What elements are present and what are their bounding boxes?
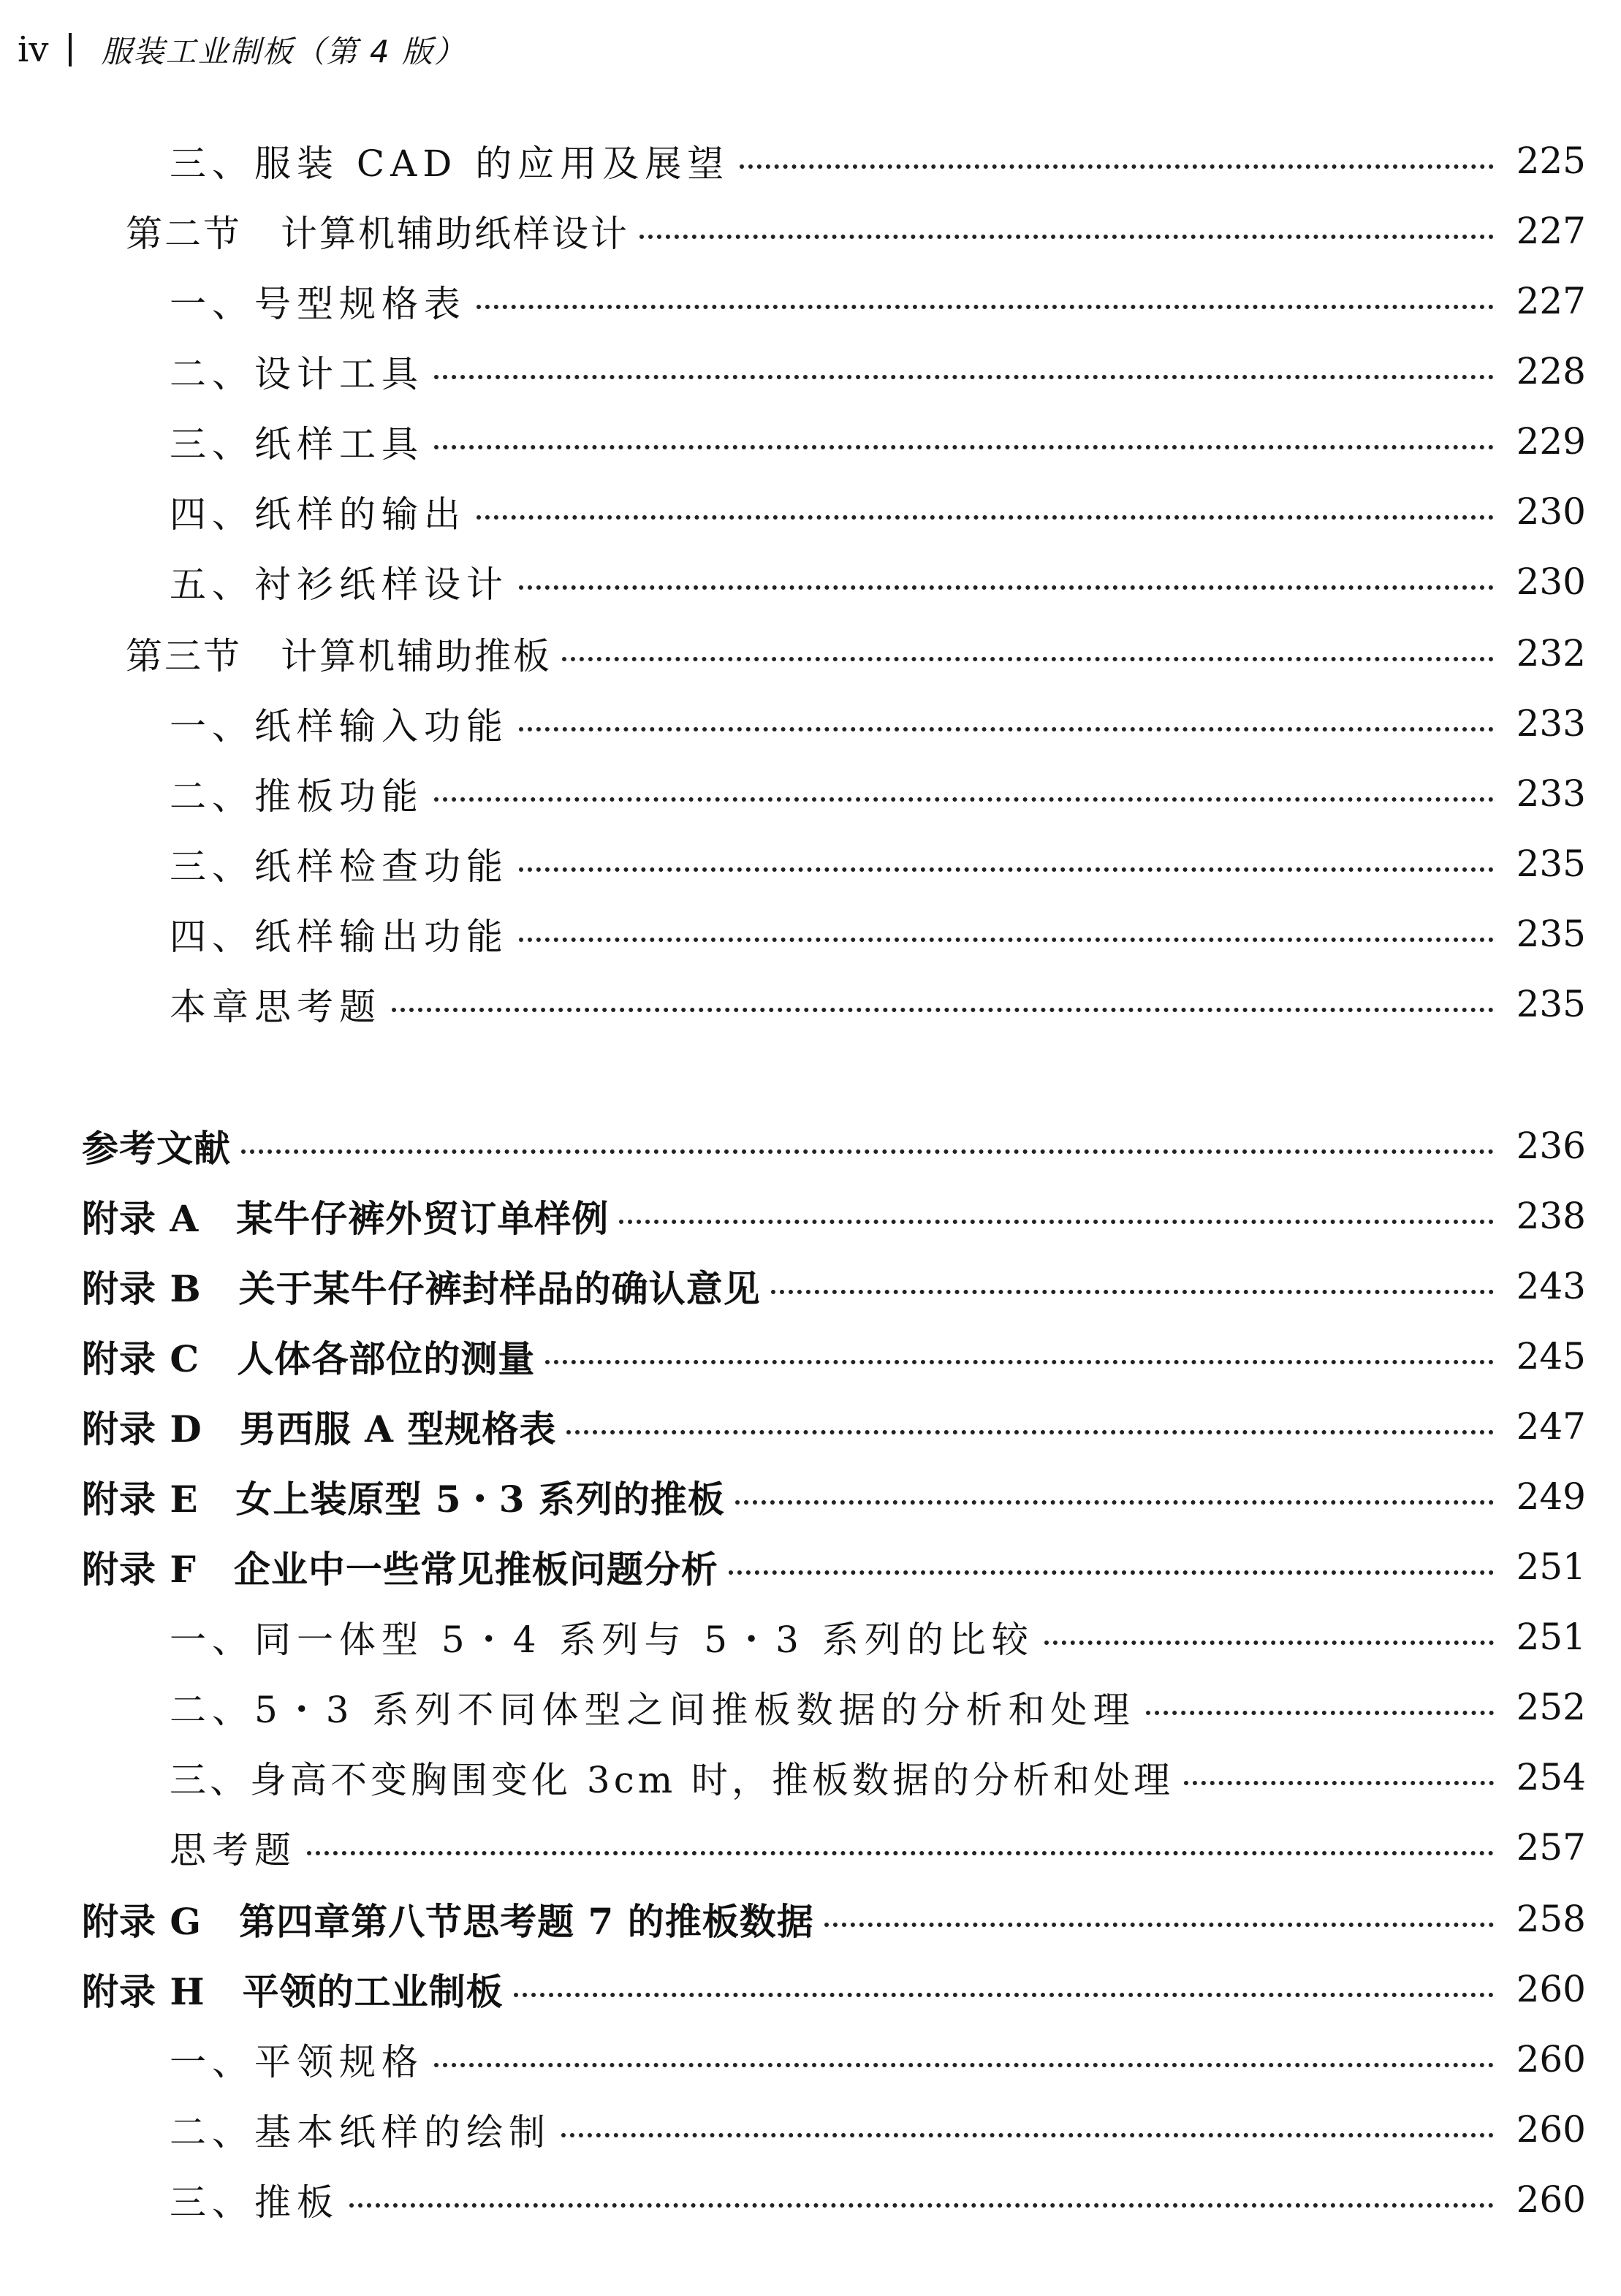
toc-entry-label: 一、号型规格表 [170,283,466,325]
toc-leader-dots [735,1500,1494,1505]
toc-leader-dots [434,797,1494,802]
toc-entry-page: 228 [1516,350,1586,392]
toc-entry-label: 附录 H 平领的工业制板 [82,1970,504,2013]
toc-entry-label: 参考文献 [82,1127,231,1170]
toc-entry-label: 三、服装 CAD 的应用及展望 [170,142,730,185]
toc-entry-page: 249 [1516,1475,1586,1518]
toc-entry [0,2094,1586,2164]
toc-entry-label: 附录 C 人体各部位的测量 [82,1337,536,1380]
toc-entry [0,126,1586,196]
toc-entry-page: 251 [1516,1546,1586,1588]
toc-entry-page: 254 [1516,1756,1586,1798]
toc-entry [0,2164,1586,2235]
toc-entry [0,759,1586,829]
toc-entry-label: 附录 E 女上装原型 5・3 系列的推板 [82,1478,725,1521]
toc-leader-dots [619,1220,1494,1224]
toc-leader-dots [519,727,1494,731]
toc-entry-label: 三、身高不变胸围变化 3cm 时，推板数据的分析和处理 [170,1759,1174,1801]
toc-leader-dots [1184,1781,1494,1785]
toc-entry [0,336,1586,406]
toc-entry-page: 247 [1516,1405,1586,1448]
toc-entry [0,1602,1586,1672]
toc-entry [0,1884,1586,1954]
toc-entry [0,1461,1586,1532]
toc-leader-dots [514,1993,1494,1997]
toc-entry-page: 229 [1516,420,1586,463]
toc-entry [0,547,1586,617]
toc-entry [0,1954,1586,2024]
toc-entry-page: 235 [1516,843,1586,885]
toc-entry [0,406,1586,476]
toc-entry-page: 230 [1516,490,1586,533]
toc-entry [0,969,1586,1039]
toc-entry [0,1321,1586,1391]
toc-entry-page: 258 [1516,1898,1586,1940]
toc-leader-dots [241,1149,1494,1154]
toc-entry [0,1672,1586,1742]
toc-entry-label: 二、基本纸样的绘制 [170,2111,551,2154]
toc-leader-dots [639,235,1494,239]
toc-entry [0,476,1586,547]
toc-entry-label: 二、5・3 系列不同体型之间推板数据的分析和处理 [170,1689,1136,1731]
toc-entry-label: 附录 A 某牛仔裤外贸订单样例 [82,1197,610,1240]
toc-entry-label: 第三节 计算机辅助推板 [126,635,552,677]
page-header [18,28,466,72]
toc-entry [0,1532,1586,1602]
toc-entry-label: 附录 F 企业中一些常见推板问题分析 [82,1548,718,1591]
toc-entry-label: 附录 G 第四章第八节思考题 7 的推板数据 [82,1900,814,1943]
toc-leader-dots [519,938,1494,942]
toc-entry-label: 三、纸样工具 [170,423,424,465]
toc-entry [0,899,1586,969]
toc-entry [0,1391,1586,1461]
toc-entry-page: 252 [1516,1686,1586,1728]
toc-leader-dots [519,585,1494,590]
toc-entry-page: 235 [1516,913,1586,955]
toc-entry-page: 243 [1516,1265,1586,1307]
toc-entry-label: 三、纸样检查功能 [170,845,509,888]
toc-entry-page: 260 [1516,2178,1586,2221]
book-title: 服装工业制板（第 4 版） [101,34,466,69]
toc-leader-dots [392,1008,1494,1012]
toc-leader-dots [519,867,1494,872]
toc-leader-dots [434,375,1494,379]
page-number: iv [18,29,49,70]
toc-entry-page: 257 [1516,1826,1586,1869]
toc-entry-label: 本章思考题 [170,986,381,1028]
toc-entry-page: 260 [1516,2038,1586,2080]
header-divider [69,33,72,66]
toc-entry [0,1111,1586,1181]
toc-entry-label: 三、推板 [170,2181,339,2224]
toc-entry-page: 227 [1516,280,1586,322]
toc-leader-dots [477,515,1494,520]
toc-leader-dots [434,2063,1494,2067]
toc-entry-label: 一、纸样输入功能 [170,705,509,748]
toc-entry-label: 一、同一体型 5・4 系列与 5・3 系列的比较 [170,1619,1034,1661]
toc-entry-page: 236 [1516,1125,1586,1167]
toc-entry-label: 二、设计工具 [170,353,424,395]
toc-leader-dots [1146,1711,1494,1715]
toc-leader-dots [1044,1641,1494,1645]
toc-leader-dots [740,164,1494,169]
toc-leader-dots [349,2203,1494,2208]
toc-entry [0,688,1586,759]
toc-leader-dots [566,1430,1494,1434]
toc-leader-dots [771,1290,1494,1294]
toc-entry [0,1181,1586,1251]
toc-entry-page: 233 [1516,702,1586,745]
toc-entry-page: 251 [1516,1616,1586,1658]
toc-leader-dots [561,2133,1494,2137]
toc-entry-page: 225 [1516,140,1586,182]
toc-entry-page: 238 [1516,1195,1586,1237]
toc-entry-page: 232 [1516,632,1586,674]
toc-entry [0,829,1586,899]
toc-leader-dots [477,305,1494,309]
toc-entry [0,1742,1586,1812]
toc-leader-dots [562,657,1494,661]
toc-entry-page: 233 [1516,772,1586,815]
toc-entry [0,1812,1586,1882]
toc-entry-label: 四、纸样输出功能 [170,916,509,958]
toc-entry-page: 260 [1516,2108,1586,2151]
toc-entry-page: 230 [1516,560,1586,603]
toc-entry-label: 四、纸样的输出 [170,493,466,536]
toc-entry-page: 260 [1516,1968,1586,2010]
toc-entry-label: 一、平领规格 [170,2041,424,2083]
toc-entry-label: 附录 D 男西服 A 型规格表 [82,1407,557,1451]
toc-entry-page: 245 [1516,1335,1586,1377]
toc-leader-dots [824,1923,1494,1927]
toc-entry [0,1251,1586,1321]
toc-entry-label: 五、衬衫纸样设计 [170,563,509,606]
toc-entry-label: 第二节 计算机辅助纸样设计 [126,213,629,255]
toc-leader-dots [729,1570,1494,1575]
toc-leader-dots [545,1360,1494,1364]
toc-leader-dots [434,445,1494,449]
toc-entry [0,2024,1586,2094]
toc-entry [0,618,1586,688]
toc-entry-label: 二、推板功能 [170,775,424,818]
toc-entry-label: 附录 B 关于某牛仔裤封样品的确认意见 [82,1267,761,1310]
toc-entry-label: 思考题 [170,1829,297,1871]
toc-entry-page: 235 [1516,983,1586,1025]
toc-entry-page: 227 [1516,210,1586,252]
toc-leader-dots [307,1851,1494,1855]
toc-entry [0,266,1586,336]
toc-entry [0,196,1586,266]
